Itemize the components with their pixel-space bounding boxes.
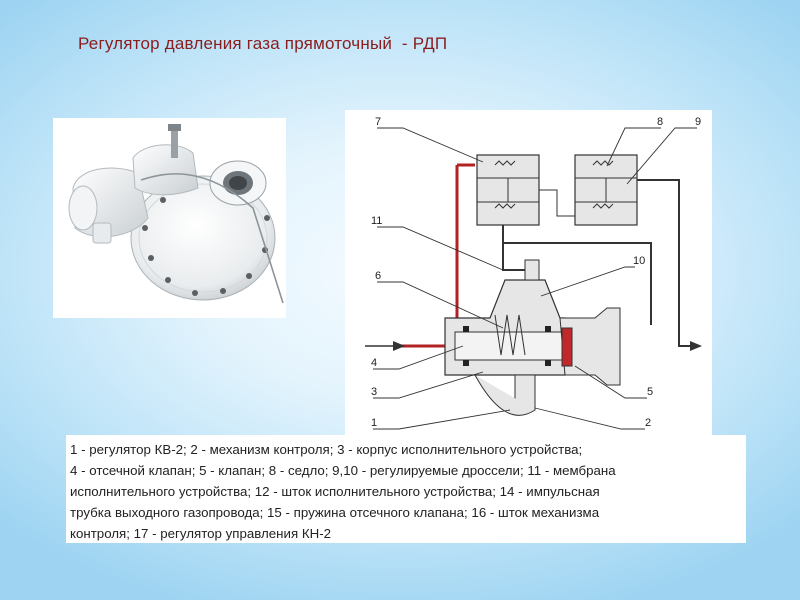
pilot-7	[477, 155, 539, 225]
valve-body	[445, 260, 620, 415]
callout-6: 6	[375, 270, 382, 282]
legend-line-3: исполнительного устройства; 12 - шток исполнительного устройства; 14 - импульсная	[70, 484, 600, 499]
legend-line-2: 4 - отсечной клапан; 5 - клапан; 8 - седло; 9,10 - регулируемые дроссели; 11 - мембрана	[70, 463, 616, 478]
callout-5: 5	[647, 386, 654, 398]
legend-line-1: 1 - регулятор КВ-2; 2 - механизм контроля; 3 - корпус исполнительного устройства;	[70, 442, 583, 457]
pilot-8	[575, 155, 637, 225]
callout-9: 9	[695, 116, 702, 128]
legend-box	[66, 435, 746, 543]
legend-line-4: трубка выходного газопровода; 15 - пружина отсечного клапана; 16 - шток механизма	[70, 505, 600, 520]
callout-2: 2	[645, 417, 652, 429]
regulator-schematic	[345, 110, 712, 440]
callout-4: 4	[371, 357, 378, 369]
callout-11: 11	[371, 215, 383, 227]
callout-3: 3	[371, 386, 378, 398]
regulator-photo	[53, 118, 286, 318]
callout-10: 10	[633, 255, 646, 267]
callout-8: 8	[657, 116, 664, 128]
callout-1: 1	[371, 417, 378, 429]
callout-7: 7	[375, 116, 382, 128]
page-title: Регулятор давления газа прямоточный - РДП	[78, 34, 448, 53]
legend-line-5: контроля; 17 - регулятор управления КН-2	[70, 526, 332, 541]
